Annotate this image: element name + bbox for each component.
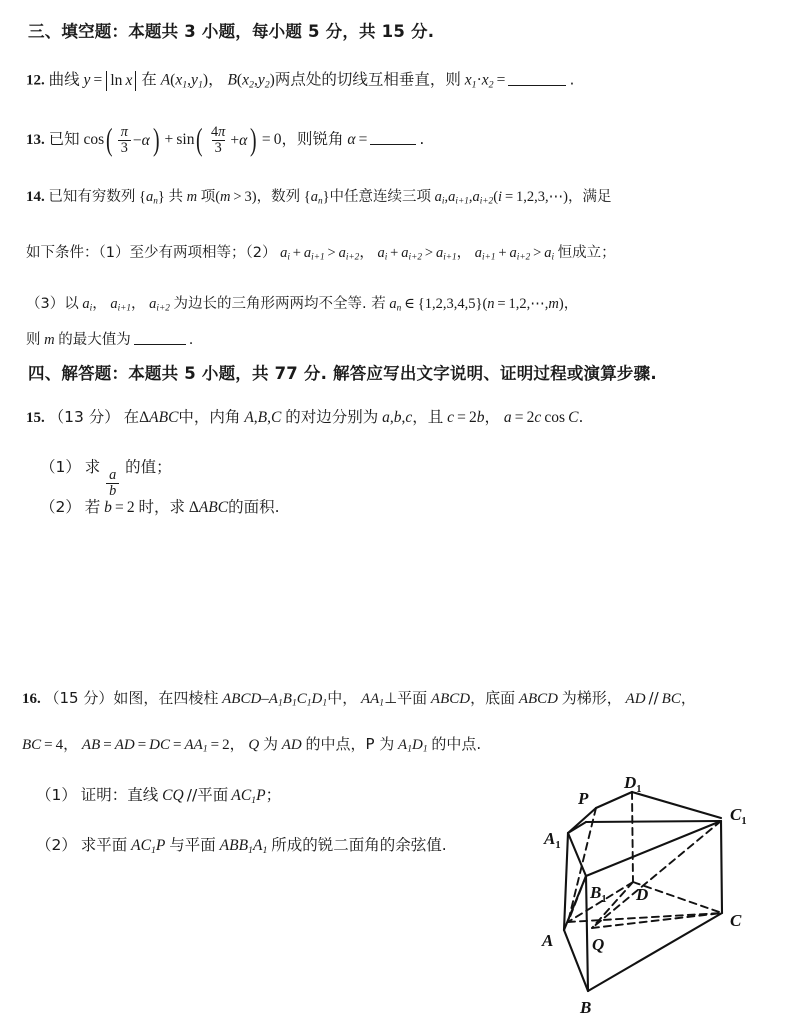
question-15-t5: ， <box>484 408 500 426</box>
question-16-l2-t4: 的中点，P 为 <box>305 735 395 753</box>
figure-label-A1: $A_1$ <box>544 829 561 851</box>
question-16-figure <box>520 770 800 1025</box>
question-16-part-2-t1: 求平面 <box>80 836 128 854</box>
a-over-b-fraction: $\frac{a}{b}$ <box>106 468 119 499</box>
edge-top-long <box>586 821 721 822</box>
question-15-t4: ，且 <box>412 408 444 426</box>
question-16-part-2-t2: 与平面 <box>169 836 216 854</box>
question-15-marks: （13 分） <box>48 408 120 426</box>
question-14-l1-t6: ，满足 <box>568 189 612 205</box>
question-16-l1-t4: ，底面 <box>470 689 516 707</box>
question-16-marks: （15 分） <box>44 689 114 707</box>
question-14-l3-t4: 为边长的三角形两两均不全等. 若 <box>173 296 386 312</box>
section-3-heading-label: 三、填空题： <box>28 22 129 41</box>
edge-C1-Q-dashed <box>592 821 721 928</box>
question-16-number: 16. <box>22 691 41 707</box>
edge-P-D1 <box>596 792 632 808</box>
figure-label-D1: $D_1$ <box>624 773 642 795</box>
question-12-text-2: 在 <box>141 70 157 89</box>
question-16-l2-t1: ， <box>63 735 79 753</box>
question-15-part-2-label: （2） <box>40 498 81 516</box>
question-16-part-1-t3: ； <box>265 786 282 804</box>
question-14-l1-t2: 共 <box>168 189 183 205</box>
question-16-l1-t1: 如图，在四棱柱 <box>113 689 219 707</box>
edge-C1-C <box>721 821 722 913</box>
question-15-part-2-t3: 的面积. <box>228 498 280 516</box>
question-14-l2-t3: ， <box>456 245 472 261</box>
sin-argument-parens: ( $\frac{4\pi}{3}$ + α ) <box>196 122 257 158</box>
section-4-heading-body: 本题共 5 小题，共 77 分. 解答应写出文字说明、证明过程或演算步骤. <box>128 364 657 383</box>
question-14-answer-blank[interactable] <box>134 330 186 345</box>
section-4-heading <box>28 366 657 383</box>
edge-D1-D-dashed <box>632 792 633 882</box>
question-14-l1-t1: 已知有穷数列 <box>48 189 136 205</box>
question-16-l1-t3: ⊥平面 <box>384 689 428 707</box>
edge-D1-C1 <box>632 792 721 818</box>
question-16-line-2: BC = 4， AB = AD = DC = $AA_1 = 2$， Q 为 AD 的中点，P 为 $A_1D_1$ 的中点. <box>22 735 482 755</box>
question-15-part-2-t2: 时，求 <box>138 498 185 516</box>
question-15-t1: 在 <box>123 408 140 426</box>
question-12-text-3: ， <box>208 70 224 89</box>
question-13: 13. 已知 cos ( $\frac{\pi}{3}$ − α ) + sin ( $\frac{4\pi}{3}$ + α ) = 0，则锐角 α = . <box>26 122 425 158</box>
question-15-part-2: （2） 若 b = 2 时，求 ΔABC的面积. <box>40 498 280 516</box>
question-13-text-2: ，则锐角 <box>281 130 344 149</box>
question-14-l2-t1: 如下条件：（1）至少有两项相等；（2） <box>26 245 277 261</box>
figure-label-C: C <box>730 911 742 930</box>
question-14-number: 14. <box>26 189 45 205</box>
question-14-l1-t4: ，数列 <box>256 189 301 205</box>
edge-B1-B <box>586 876 588 991</box>
question-12-answer-blank[interactable] <box>508 70 566 86</box>
question-14-l4-t3: . <box>188 331 194 348</box>
question-16-l2-t3: 为 <box>262 735 278 753</box>
edge-Q-C-dashed <box>592 913 722 928</box>
question-16-part-2-t3: 所成的锐二面角的余弦值. <box>271 836 447 854</box>
section-4-heading-label: 四、解答题： <box>28 364 129 383</box>
question-14-l2-t2: ， <box>359 245 374 261</box>
question-14-l3-t2: ， <box>92 296 107 312</box>
figure-label-P: P <box>578 789 589 808</box>
question-16-part-1: （1） 证明：直线 CQ //平面 $AC_1P$； <box>36 786 282 806</box>
edge-A1-B1 <box>568 833 586 876</box>
question-14-l4-t1: 则 <box>26 331 41 348</box>
question-16-l1-t2: 中， <box>327 689 358 707</box>
question-15-t2: 中，内角 <box>178 408 241 426</box>
question-16-l1-t6: // <box>648 689 659 707</box>
question-14-l3-t3: ， <box>131 296 146 312</box>
edge-A-C-dashed <box>568 913 722 922</box>
question-16-l2-t5: 的中点. <box>431 735 482 753</box>
question-14-l3-t5: ， <box>563 296 579 312</box>
question-15-part-1-t1: 求 <box>84 458 101 476</box>
question-15-number: 15. <box>26 410 45 426</box>
figure-label-D: D <box>636 885 649 904</box>
edge-A-B <box>564 930 588 991</box>
question-15-part-1-label: （1） <box>40 458 81 476</box>
question-12-number: 12. <box>26 72 45 89</box>
question-14-l2-t4: 恒成立； <box>557 245 616 261</box>
question-14-line-1: 14. 已知有穷数列 $\{a_n\}$ 共 m 项(m > 3)，数列 $\{a_n\}$中任意连续三项 $a_i,a_{i+1},a_{i+2}(i$ = 1,2,3,⋯)，满足 <box>26 189 612 207</box>
question-16-part-1-t2: //平面 <box>186 786 229 804</box>
question-15-part-1-t2: 的值； <box>125 458 172 476</box>
cos-argument-parens: ( $\frac{\pi}{3}$ − α ) <box>106 122 160 158</box>
question-13-answer-blank[interactable] <box>370 129 416 145</box>
question-15-part-1 <box>40 460 172 499</box>
question-12-text-1: 曲线 <box>48 70 80 89</box>
figure-label-Q: Q <box>592 935 605 954</box>
question-15-stem: 15. （13 分） 在ΔABC中，内角 A,B,C 的对边分别为 a,b,c，且 c = 2b， a = 2c cos C. <box>26 408 584 426</box>
question-14-line-2: 如下条件：（1）至少有两项相等；（2） $a_i + a_{i+1} > a_{i+2}$， $a_i + a_{i+2} > a_{i+1}$， $a_{i+1} + a_{i+2} > a_i$ 恒成立； <box>26 245 616 263</box>
question-13-text-3: . <box>419 130 425 149</box>
question-14-l1-t3: 项 <box>200 189 216 205</box>
question-14-l4-t2: 的最大值为 <box>58 331 131 348</box>
question-16-part-2: （2） 求平面 $AC_1P$ 与平面 $ABB_1A_1$ 所成的锐二面角的余弦值. <box>36 836 447 856</box>
question-14-line-3: （3）以 $a_i$， $a_{i+1}$， $a_{i+2}$ 为边长的三角形两两均不全等. 若 $a_n$ ∈ {1,2,3,4,5}(n = 1,2,⋯,m)， <box>26 296 579 314</box>
question-16-l1-t7: ， <box>680 689 696 707</box>
question-16-part-1-label: （1） <box>36 786 77 804</box>
question-14-l3-t1: （3）以 <box>26 296 79 312</box>
question-12: 12. 曲线 y = ln x 在 $A(x_1,y_1)$， $B(x_2,y_2)$两点处的切线互相垂直，则 $x_1\cdot x_2$ = . <box>26 70 575 91</box>
question-16-l2-t2: ， <box>229 735 245 753</box>
figure-label-A: A <box>542 931 554 950</box>
figure-label-B: B <box>580 998 592 1017</box>
question-14-l1-t5: 中任意连续三项 <box>329 189 432 205</box>
question-12-text-4: 两点处的切线互相垂直，则 <box>274 70 461 89</box>
question-15-t6: . <box>578 408 584 426</box>
question-12-text-5: . <box>569 70 575 89</box>
edge-A1-A <box>564 833 568 930</box>
section-3-heading <box>28 24 434 41</box>
question-16-part-2-label: （2） <box>36 836 77 854</box>
edge-B-C <box>588 913 722 991</box>
question-13-number: 13. <box>26 132 45 149</box>
section-3-heading-body: 本题共 3 小题，每小题 5 分，共 15 分. <box>128 22 435 41</box>
question-16-l1-t5: 为梯形， <box>561 689 622 707</box>
figure-label-B1: $B_1$ <box>590 883 607 905</box>
question-14-line-4: 则 m 的最大值为 . <box>26 331 194 348</box>
edge-B1-C1 <box>586 821 721 876</box>
prism-svg <box>520 770 800 1025</box>
question-16-line-1: 16. （15 分）如图，在四棱柱 ABCD–$A_1B_1C_1D_1$中， $AA_1\perp$平面 ABCD，底面 ABCD 为梯形， AD // BC， <box>22 689 696 709</box>
question-15-part-2-t1: 若 <box>84 498 101 516</box>
question-15-t3: 的对边分别为 <box>285 408 379 426</box>
question-16-part-1-t1: 证明：直线 <box>80 786 159 804</box>
question-13-text-1: 已知 <box>48 130 80 149</box>
figure-label-C1: $C_1$ <box>730 805 747 827</box>
